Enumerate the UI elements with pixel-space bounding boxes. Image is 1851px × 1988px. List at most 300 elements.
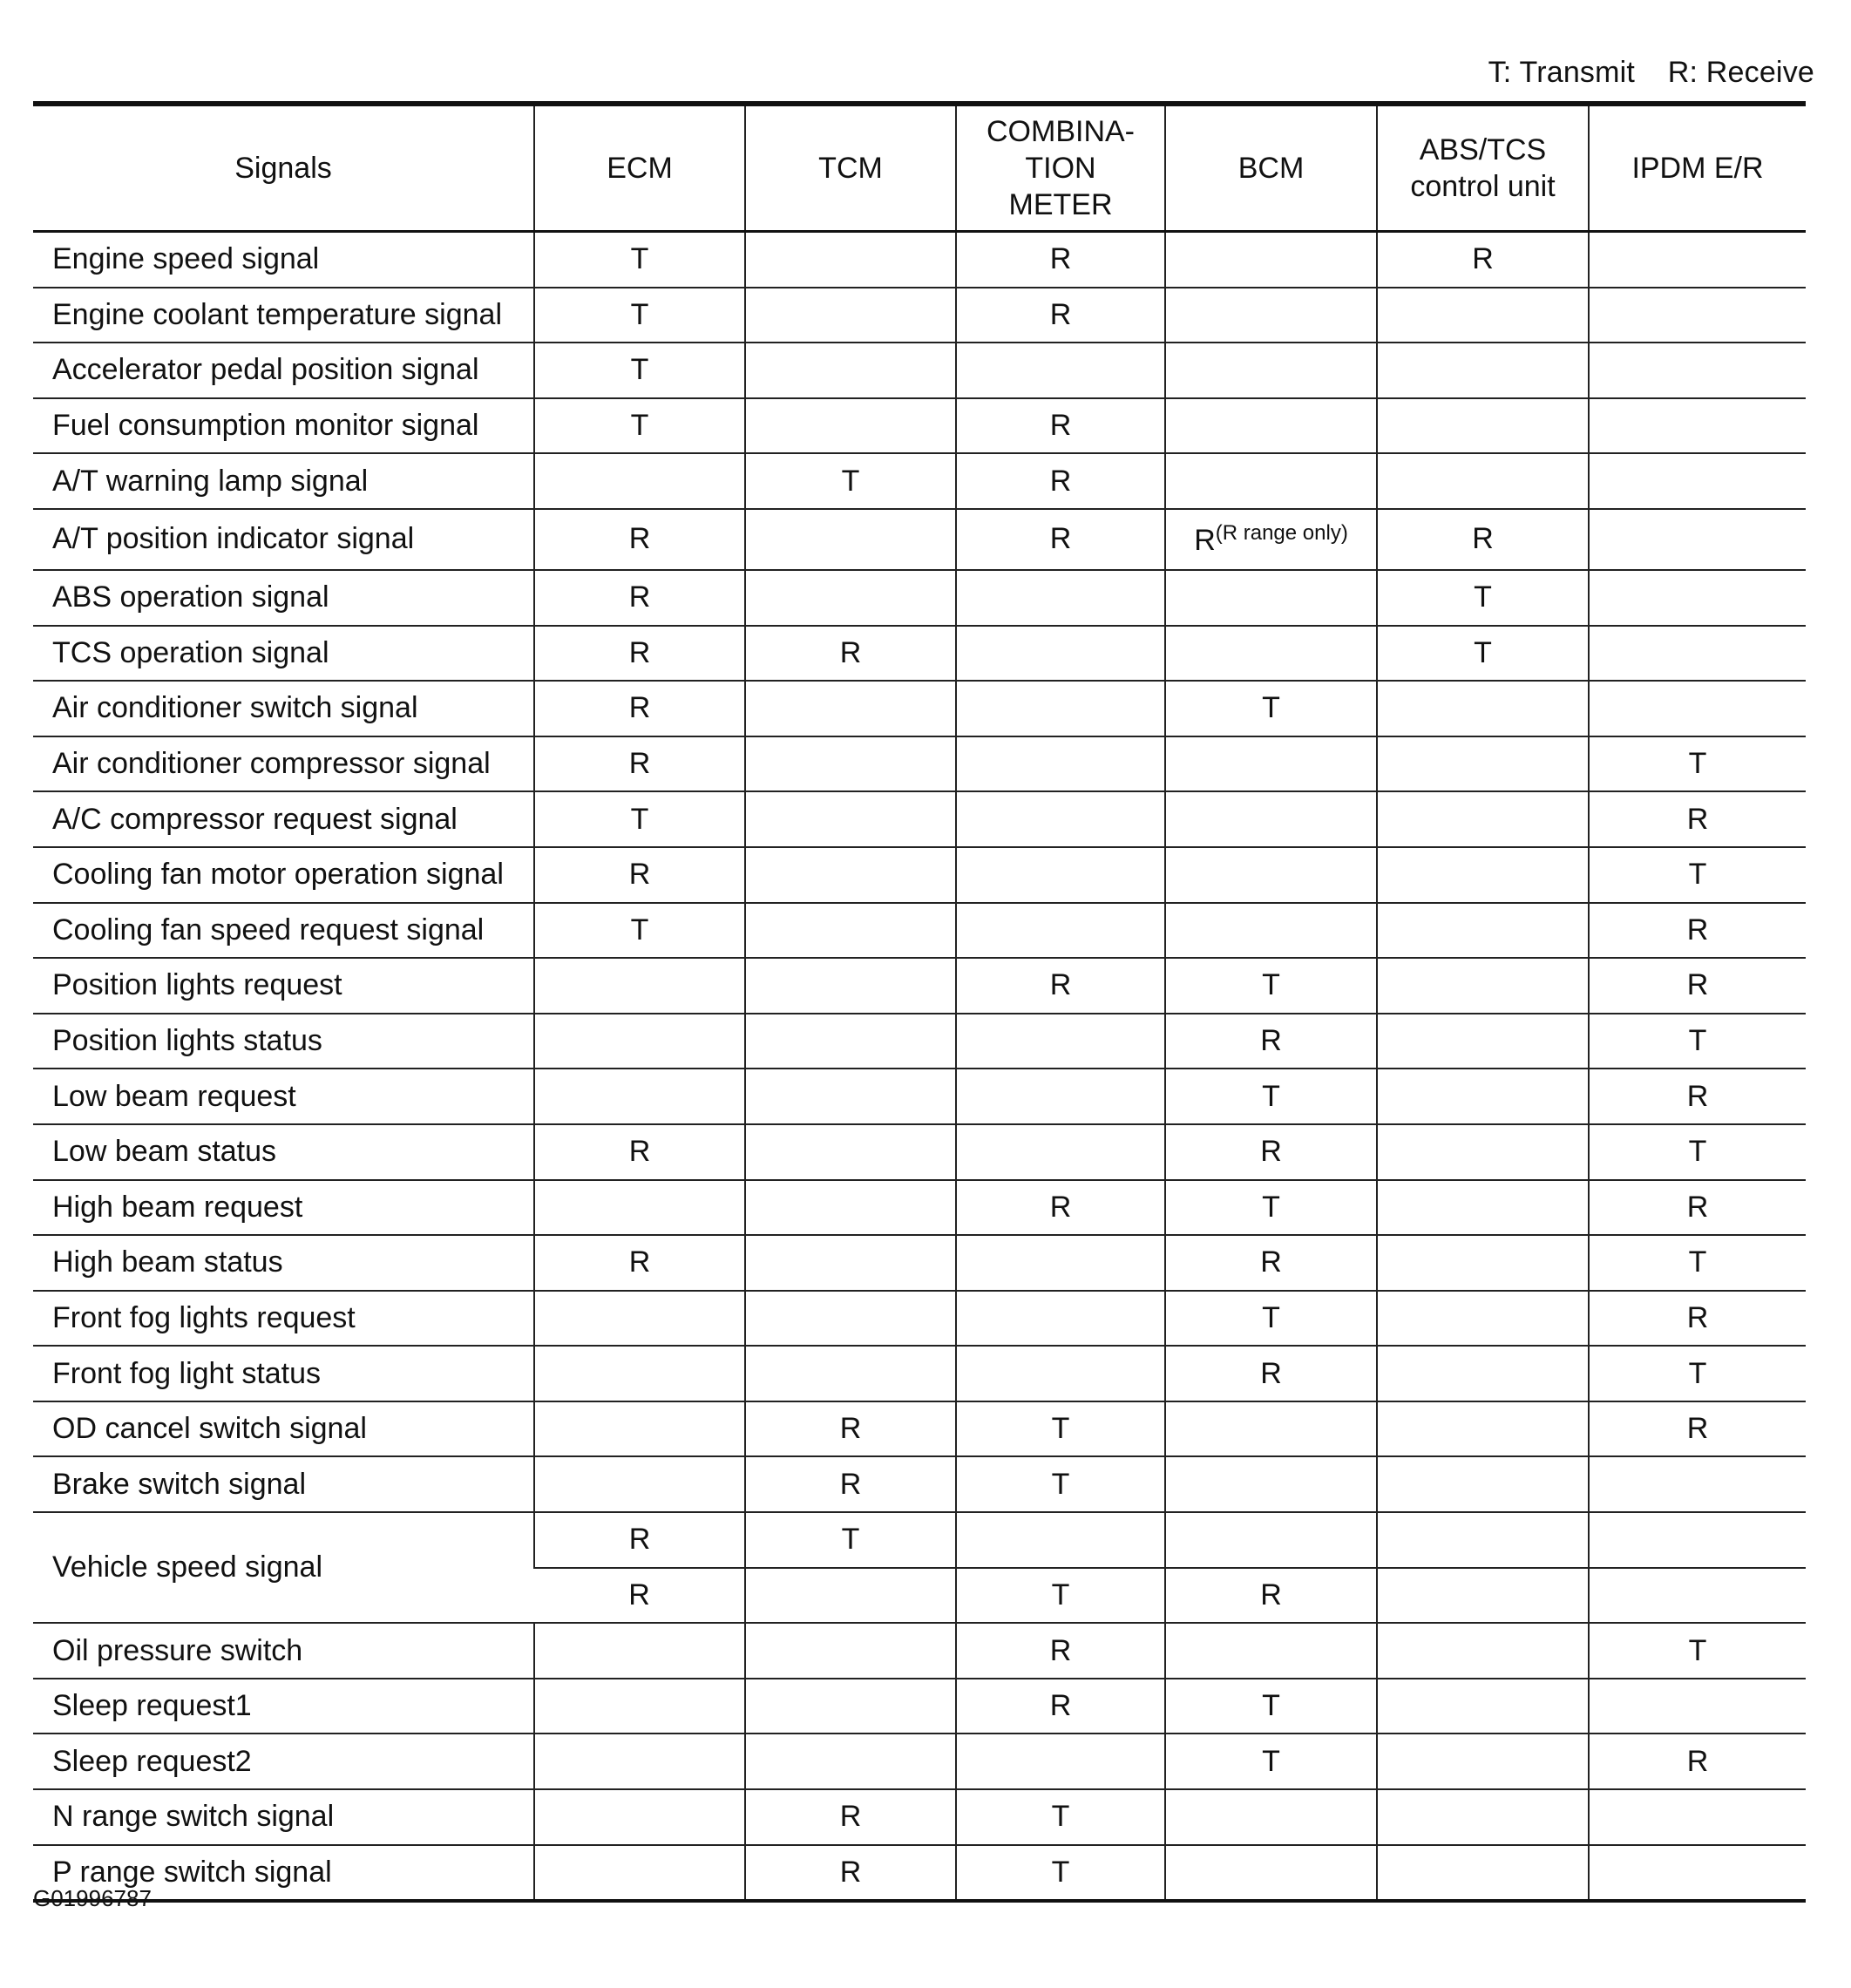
header-abs-tcs bbox=[1377, 104, 1589, 232]
table-row bbox=[33, 1845, 1806, 1902]
cell-tcm bbox=[745, 232, 956, 288]
cell-ecm bbox=[534, 1346, 745, 1401]
cell-ipdm bbox=[1589, 681, 1806, 736]
cell-ipdm bbox=[1589, 1180, 1806, 1236]
cell-combination-meter bbox=[956, 1789, 1165, 1845]
cell-abs-tcs bbox=[1377, 626, 1589, 682]
table-row bbox=[33, 791, 1806, 847]
signal-name-cell: Low beam status bbox=[33, 1124, 534, 1180]
cell-value: R bbox=[839, 1855, 862, 1889]
cell-bcm bbox=[1165, 1734, 1377, 1789]
cell-ipdm bbox=[1589, 343, 1806, 398]
legend-receive: R: Receive bbox=[1667, 56, 1814, 89]
cell-ipdm bbox=[1589, 958, 1806, 1014]
cell-tcm bbox=[745, 681, 956, 736]
cell-bcm bbox=[1165, 681, 1377, 736]
cell-bcm bbox=[1165, 847, 1377, 903]
cell-ecm bbox=[534, 1291, 745, 1347]
cell-value: R bbox=[1686, 1300, 1709, 1334]
cell-bcm bbox=[1165, 1014, 1377, 1069]
cell-abs-tcs bbox=[1377, 232, 1589, 288]
cell-value: R bbox=[1686, 1412, 1709, 1446]
cell-combination-meter bbox=[956, 791, 1165, 847]
cell-abs-tcs bbox=[1377, 343, 1589, 398]
table-row bbox=[33, 847, 1806, 903]
cell-bcm bbox=[1165, 343, 1377, 398]
table-row bbox=[33, 1456, 1806, 1512]
cell-value: R bbox=[1260, 1245, 1282, 1279]
cell-ecm bbox=[534, 1235, 745, 1291]
cell-value: T bbox=[841, 1523, 860, 1557]
cell-ipdm bbox=[1589, 1679, 1806, 1734]
signal-name-cell: Cooling fan speed request signal bbox=[33, 903, 534, 959]
header-ecm: ECM bbox=[534, 104, 745, 232]
cell-value: R bbox=[1260, 1135, 1282, 1169]
cell-value: T bbox=[841, 464, 860, 498]
cell-abs-tcs bbox=[1377, 1401, 1589, 1457]
cell-ipdm bbox=[1589, 1235, 1806, 1291]
header-row bbox=[33, 104, 1806, 232]
cell-abs-tcs bbox=[1377, 681, 1589, 736]
cell-ipdm bbox=[1589, 736, 1806, 792]
header-combination-meter-line1: COMBINA- bbox=[987, 115, 1135, 148]
signal-name-cell: High beam status bbox=[33, 1235, 534, 1291]
cell-ipdm bbox=[1589, 570, 1806, 626]
table-row bbox=[33, 903, 1806, 959]
signal-name-cell: Engine speed signal bbox=[33, 232, 534, 288]
cell-tcm bbox=[745, 1346, 956, 1401]
cell-tcm bbox=[745, 1069, 956, 1124]
signal-name-cell: Oil pressure switch bbox=[33, 1623, 534, 1679]
cell-abs-tcs bbox=[1377, 1789, 1589, 1845]
cell-ecm bbox=[534, 1789, 745, 1845]
cell-ipdm bbox=[1589, 1456, 1806, 1512]
cell-tcm bbox=[745, 1456, 956, 1512]
cell-bcm bbox=[1165, 288, 1377, 343]
cell-abs-tcs bbox=[1377, 847, 1589, 903]
cell-value: R bbox=[628, 1523, 651, 1557]
cell-ecm bbox=[534, 343, 745, 398]
cell-value: T bbox=[1262, 1300, 1280, 1334]
signal-name-cell: Front fog lights request bbox=[33, 1291, 534, 1347]
header-signals: Signals bbox=[33, 104, 534, 232]
cell-ecm bbox=[534, 1845, 745, 1902]
cell-abs-tcs bbox=[1377, 1734, 1589, 1789]
cell-value: R bbox=[1260, 1024, 1282, 1058]
cell-bcm bbox=[1165, 1845, 1377, 1902]
cell-abs-tcs bbox=[1377, 1014, 1589, 1069]
table-row bbox=[33, 1401, 1806, 1457]
cell-abs-tcs bbox=[1377, 1568, 1589, 1624]
cell-ipdm bbox=[1589, 1789, 1806, 1845]
header-combination-meter-line2: TION bbox=[1025, 152, 1096, 185]
cell-abs-tcs bbox=[1377, 1069, 1589, 1124]
table-row bbox=[33, 681, 1806, 736]
cell-abs-tcs bbox=[1377, 1180, 1589, 1236]
legend bbox=[1464, 56, 1814, 90]
cell-value: T bbox=[1262, 691, 1280, 725]
cell-value: T bbox=[1051, 1800, 1070, 1834]
cell-tcm bbox=[745, 736, 956, 792]
table-row bbox=[33, 288, 1806, 343]
table-row bbox=[33, 1512, 1806, 1568]
cell-bcm bbox=[1165, 453, 1377, 509]
cell-ecm bbox=[534, 1679, 745, 1734]
cell-ecm bbox=[534, 570, 745, 626]
signal-name-cell: High beam request bbox=[33, 1180, 534, 1236]
cell-value: R bbox=[1686, 968, 1709, 1002]
cell-ecm bbox=[534, 1456, 745, 1512]
cell-value: T bbox=[1474, 580, 1492, 614]
header-combination-meter bbox=[956, 104, 1165, 232]
cell-bcm bbox=[1165, 1679, 1377, 1734]
cell-ipdm bbox=[1589, 398, 1806, 454]
cell-combination-meter bbox=[956, 1291, 1165, 1347]
cell-value: R bbox=[628, 580, 651, 614]
table-row bbox=[33, 1789, 1806, 1845]
cell-value: T bbox=[1688, 1356, 1707, 1390]
cell-value: R bbox=[1686, 1744, 1709, 1778]
cell-ecm bbox=[534, 453, 745, 509]
cell-value: R bbox=[839, 1800, 862, 1834]
cell-tcm bbox=[745, 1124, 956, 1180]
cell-combination-meter bbox=[956, 1346, 1165, 1401]
cell-value: T bbox=[630, 913, 649, 947]
cell-value: T bbox=[1688, 1633, 1707, 1667]
cell-ipdm bbox=[1589, 847, 1806, 903]
cell-value: T bbox=[1051, 1467, 1070, 1501]
table-row bbox=[33, 1124, 1806, 1180]
cell-value: R bbox=[1049, 522, 1072, 556]
cell-value: R bbox=[1049, 242, 1072, 276]
cell-combination-meter bbox=[956, 1124, 1165, 1180]
cell-ecm bbox=[534, 958, 745, 1014]
cell-bcm bbox=[1165, 1124, 1377, 1180]
cell-combination-meter bbox=[956, 398, 1165, 454]
signal-name-cell: ABS operation signal bbox=[33, 570, 534, 626]
signal-name-cell: Low beam request bbox=[33, 1069, 534, 1124]
cell-abs-tcs bbox=[1377, 1623, 1589, 1679]
table-row bbox=[33, 626, 1806, 682]
table-row bbox=[33, 1734, 1806, 1789]
cell-combination-meter bbox=[956, 1069, 1165, 1124]
cell-value: R bbox=[1049, 1190, 1072, 1224]
signal-name-cell: TCS operation signal bbox=[33, 626, 534, 682]
cell-abs-tcs bbox=[1377, 1456, 1589, 1512]
cell-value: T bbox=[1474, 635, 1492, 669]
cell-value: R bbox=[1686, 1190, 1709, 1224]
cell-ipdm bbox=[1589, 1512, 1806, 1568]
cell-combination-meter bbox=[956, 1401, 1165, 1457]
cell-value: R bbox=[628, 1135, 651, 1169]
cell-abs-tcs bbox=[1377, 736, 1589, 792]
cell-tcm bbox=[745, 847, 956, 903]
cell-ipdm bbox=[1589, 903, 1806, 959]
cell-abs-tcs bbox=[1377, 1679, 1589, 1734]
cell-value: R bbox=[1686, 913, 1709, 947]
cell-value: R bbox=[628, 635, 651, 669]
cell-tcm bbox=[745, 1512, 956, 1568]
cell-ecm bbox=[534, 1124, 745, 1180]
cell-value: T bbox=[1688, 747, 1707, 781]
signal-name-cell: A/T position indicator signal bbox=[33, 509, 534, 570]
cell-combination-meter bbox=[956, 509, 1165, 570]
signal-name-cell: Air conditioner switch signal bbox=[33, 681, 534, 736]
cell-abs-tcs bbox=[1377, 1512, 1589, 1568]
signal-name-cell: Position lights request bbox=[33, 958, 534, 1014]
cell-value: R bbox=[1260, 1356, 1282, 1390]
cell-abs-tcs bbox=[1377, 453, 1589, 509]
cell-tcm bbox=[745, 958, 956, 1014]
cell-ipdm bbox=[1589, 1014, 1806, 1069]
table-row bbox=[33, 1235, 1806, 1291]
table-row bbox=[33, 1014, 1806, 1069]
cell-bcm bbox=[1165, 509, 1377, 570]
cell-bcm bbox=[1165, 232, 1377, 288]
cell-value: T bbox=[630, 297, 649, 331]
cell-combination-meter bbox=[956, 1456, 1165, 1512]
signal-name-cell: Air conditioner compressor signal bbox=[33, 736, 534, 792]
cell-ecm bbox=[534, 1512, 745, 1568]
cell-value: R bbox=[1049, 464, 1072, 498]
table-row bbox=[33, 1291, 1806, 1347]
cell-value: T bbox=[1688, 1245, 1707, 1279]
cell-tcm bbox=[745, 1014, 956, 1069]
table-row bbox=[33, 343, 1806, 398]
cell-abs-tcs bbox=[1377, 398, 1589, 454]
cell-bcm bbox=[1165, 1401, 1377, 1457]
cell-combination-meter bbox=[956, 1623, 1165, 1679]
cell-tcm bbox=[745, 1235, 956, 1291]
cell-combination-meter bbox=[956, 288, 1165, 343]
cell-bcm bbox=[1165, 1789, 1377, 1845]
cell-ecm bbox=[534, 1734, 745, 1789]
cell-bcm bbox=[1165, 791, 1377, 847]
header-abs-tcs-line1: ABS/TCS bbox=[1419, 133, 1547, 166]
cell-bcm bbox=[1165, 1456, 1377, 1512]
cell-value: T bbox=[630, 802, 649, 836]
cell-combination-meter bbox=[956, 958, 1165, 1014]
signal-name-cell: OD cancel switch signal bbox=[33, 1401, 534, 1457]
cell-combination-meter bbox=[956, 736, 1165, 792]
table-row bbox=[33, 736, 1806, 792]
can-signal-table bbox=[33, 101, 1806, 1903]
cell-value: R bbox=[1049, 1633, 1072, 1667]
cell-combination-meter bbox=[956, 232, 1165, 288]
header-bcm: BCM bbox=[1165, 104, 1377, 232]
cell-ecm bbox=[534, 847, 745, 903]
cell-ecm bbox=[534, 509, 745, 570]
cell-tcm bbox=[745, 509, 956, 570]
cell-bcm bbox=[1165, 903, 1377, 959]
table-row bbox=[33, 1679, 1806, 1734]
cell-tcm bbox=[745, 453, 956, 509]
cell-value: R bbox=[628, 691, 651, 725]
cell-tcm bbox=[745, 1845, 956, 1902]
cell-value: T bbox=[1688, 1135, 1707, 1169]
table-row bbox=[33, 509, 1806, 570]
cell-combination-meter bbox=[956, 343, 1165, 398]
cell-ipdm bbox=[1589, 288, 1806, 343]
cell-combination-meter bbox=[956, 1845, 1165, 1902]
cell-tcm bbox=[745, 1623, 956, 1679]
cell-bcm bbox=[1165, 1180, 1377, 1236]
cell-value: T bbox=[1051, 1578, 1070, 1611]
cell-ecm bbox=[534, 736, 745, 792]
cell-combination-meter bbox=[956, 626, 1165, 682]
cell-tcm bbox=[745, 1180, 956, 1236]
table-row bbox=[33, 1623, 1806, 1679]
table-row bbox=[33, 1180, 1806, 1236]
cell-value: T bbox=[1262, 1689, 1280, 1723]
header-abs-tcs-line2: control unit bbox=[1410, 170, 1556, 203]
signal-name-cell: Front fog light status bbox=[33, 1346, 534, 1401]
range-note-superscript: (R range only) bbox=[1215, 520, 1348, 545]
cell-value: R bbox=[1472, 242, 1494, 276]
cell-ipdm bbox=[1589, 1124, 1806, 1180]
cell-combination-meter bbox=[956, 1014, 1165, 1069]
cell-combination-meter bbox=[956, 1679, 1165, 1734]
cell-value: R bbox=[839, 1412, 862, 1446]
cell-abs-tcs bbox=[1377, 903, 1589, 959]
table-body bbox=[33, 232, 1806, 1902]
cell-ecm bbox=[534, 1014, 745, 1069]
cell-bcm bbox=[1165, 1291, 1377, 1347]
cell-tcm bbox=[745, 1401, 956, 1457]
table-row bbox=[33, 570, 1806, 626]
cell-bcm bbox=[1165, 1235, 1377, 1291]
cell-value: T bbox=[1688, 1024, 1707, 1058]
header-combination-meter-line3: METER bbox=[1008, 188, 1113, 221]
cell-ecm bbox=[534, 1180, 745, 1236]
table-row bbox=[33, 1346, 1806, 1401]
cell-value: R bbox=[1194, 523, 1216, 557]
signal-name-cell: Vehicle speed signal bbox=[33, 1512, 534, 1623]
cell-value: R bbox=[1049, 297, 1072, 331]
cell-value: T bbox=[1262, 1079, 1280, 1113]
cell-tcm bbox=[745, 1291, 956, 1347]
cell-value: R bbox=[1686, 802, 1709, 836]
cell-tcm bbox=[745, 626, 956, 682]
cell-ecm bbox=[534, 1568, 745, 1624]
cell-tcm bbox=[745, 1568, 956, 1624]
cell-bcm bbox=[1165, 570, 1377, 626]
signal-name-cell: A/C compressor request signal bbox=[33, 791, 534, 847]
cell-bcm bbox=[1165, 1346, 1377, 1401]
table-row bbox=[33, 1069, 1806, 1124]
signal-name-cell: N range switch signal bbox=[33, 1789, 534, 1845]
cell-abs-tcs bbox=[1377, 791, 1589, 847]
cell-bcm bbox=[1165, 398, 1377, 454]
cell-bcm bbox=[1165, 1512, 1377, 1568]
cell-combination-meter bbox=[956, 570, 1165, 626]
cell-ipdm bbox=[1589, 1346, 1806, 1401]
cell-bcm bbox=[1165, 1623, 1377, 1679]
cell-value: T bbox=[1051, 1412, 1070, 1446]
cell-ipdm bbox=[1589, 453, 1806, 509]
cell-value: R bbox=[1472, 522, 1494, 556]
cell-ecm bbox=[534, 288, 745, 343]
cell-combination-meter bbox=[956, 681, 1165, 736]
cell-value: R bbox=[839, 635, 862, 669]
table-row bbox=[33, 398, 1806, 454]
signal-name-cell: Sleep request2 bbox=[33, 1734, 534, 1789]
legend-transmit: T: Transmit bbox=[1488, 56, 1636, 89]
cell-ipdm bbox=[1589, 1623, 1806, 1679]
cell-tcm bbox=[745, 343, 956, 398]
signal-name-cell: Engine coolant temperature signal bbox=[33, 288, 534, 343]
cell-value: R bbox=[628, 1578, 650, 1611]
cell-ipdm bbox=[1589, 791, 1806, 847]
cell-tcm bbox=[745, 570, 956, 626]
cell-abs-tcs bbox=[1377, 1346, 1589, 1401]
cell-ecm bbox=[534, 232, 745, 288]
cell-ipdm bbox=[1589, 1845, 1806, 1902]
cell-combination-meter bbox=[956, 1235, 1165, 1291]
cell-value: T bbox=[1262, 1744, 1280, 1778]
cell-value: R bbox=[628, 858, 651, 892]
cell-tcm bbox=[745, 1789, 956, 1845]
signal-name-cell: Fuel consumption monitor signal bbox=[33, 398, 534, 454]
cell-combination-meter bbox=[956, 1568, 1165, 1624]
cell-ipdm bbox=[1589, 509, 1806, 570]
cell-ecm bbox=[534, 398, 745, 454]
cell-abs-tcs bbox=[1377, 1845, 1589, 1902]
cell-value: R bbox=[839, 1467, 862, 1501]
cell-abs-tcs bbox=[1377, 288, 1589, 343]
cell-abs-tcs bbox=[1377, 1235, 1589, 1291]
cell-combination-meter bbox=[956, 903, 1165, 959]
cell-value: R bbox=[1049, 968, 1072, 1002]
header-tcm: TCM bbox=[745, 104, 956, 232]
cell-bcm bbox=[1165, 736, 1377, 792]
cell-tcm bbox=[745, 1734, 956, 1789]
cell-ecm bbox=[534, 1401, 745, 1457]
cell-combination-meter bbox=[956, 1734, 1165, 1789]
cell-combination-meter bbox=[956, 453, 1165, 509]
cell-bcm bbox=[1165, 1568, 1377, 1624]
cell-tcm bbox=[745, 903, 956, 959]
cell-ecm bbox=[534, 1623, 745, 1679]
cell-ipdm bbox=[1589, 232, 1806, 288]
cell-combination-meter bbox=[956, 1512, 1165, 1568]
cell-abs-tcs bbox=[1377, 570, 1589, 626]
cell-value: R bbox=[628, 1245, 651, 1279]
cell-value: R bbox=[1686, 1079, 1709, 1113]
signal-name-cell: Position lights status bbox=[33, 1014, 534, 1069]
signal-name-cell: Cooling fan motor operation signal bbox=[33, 847, 534, 903]
signal-name-cell: Sleep request1 bbox=[33, 1679, 534, 1734]
cell-tcm bbox=[745, 288, 956, 343]
cell-ipdm bbox=[1589, 626, 1806, 682]
table-row bbox=[33, 232, 1806, 288]
cell-ipdm bbox=[1589, 1568, 1806, 1624]
cell-value: R bbox=[1260, 1578, 1282, 1611]
cell-abs-tcs bbox=[1377, 958, 1589, 1014]
cell-abs-tcs bbox=[1377, 1124, 1589, 1180]
cell-value: T bbox=[1262, 968, 1280, 1002]
cell-value: R bbox=[1049, 1689, 1072, 1723]
cell-combination-meter bbox=[956, 1180, 1165, 1236]
cell-ecm bbox=[534, 791, 745, 847]
signal-name-cell: A/T warning lamp signal bbox=[33, 453, 534, 509]
cell-value: T bbox=[630, 353, 649, 387]
cell-abs-tcs bbox=[1377, 509, 1589, 570]
cell-bcm bbox=[1165, 626, 1377, 682]
cell-value: T bbox=[630, 242, 649, 276]
cell-ecm bbox=[534, 903, 745, 959]
cell-value: T bbox=[1262, 1190, 1280, 1224]
